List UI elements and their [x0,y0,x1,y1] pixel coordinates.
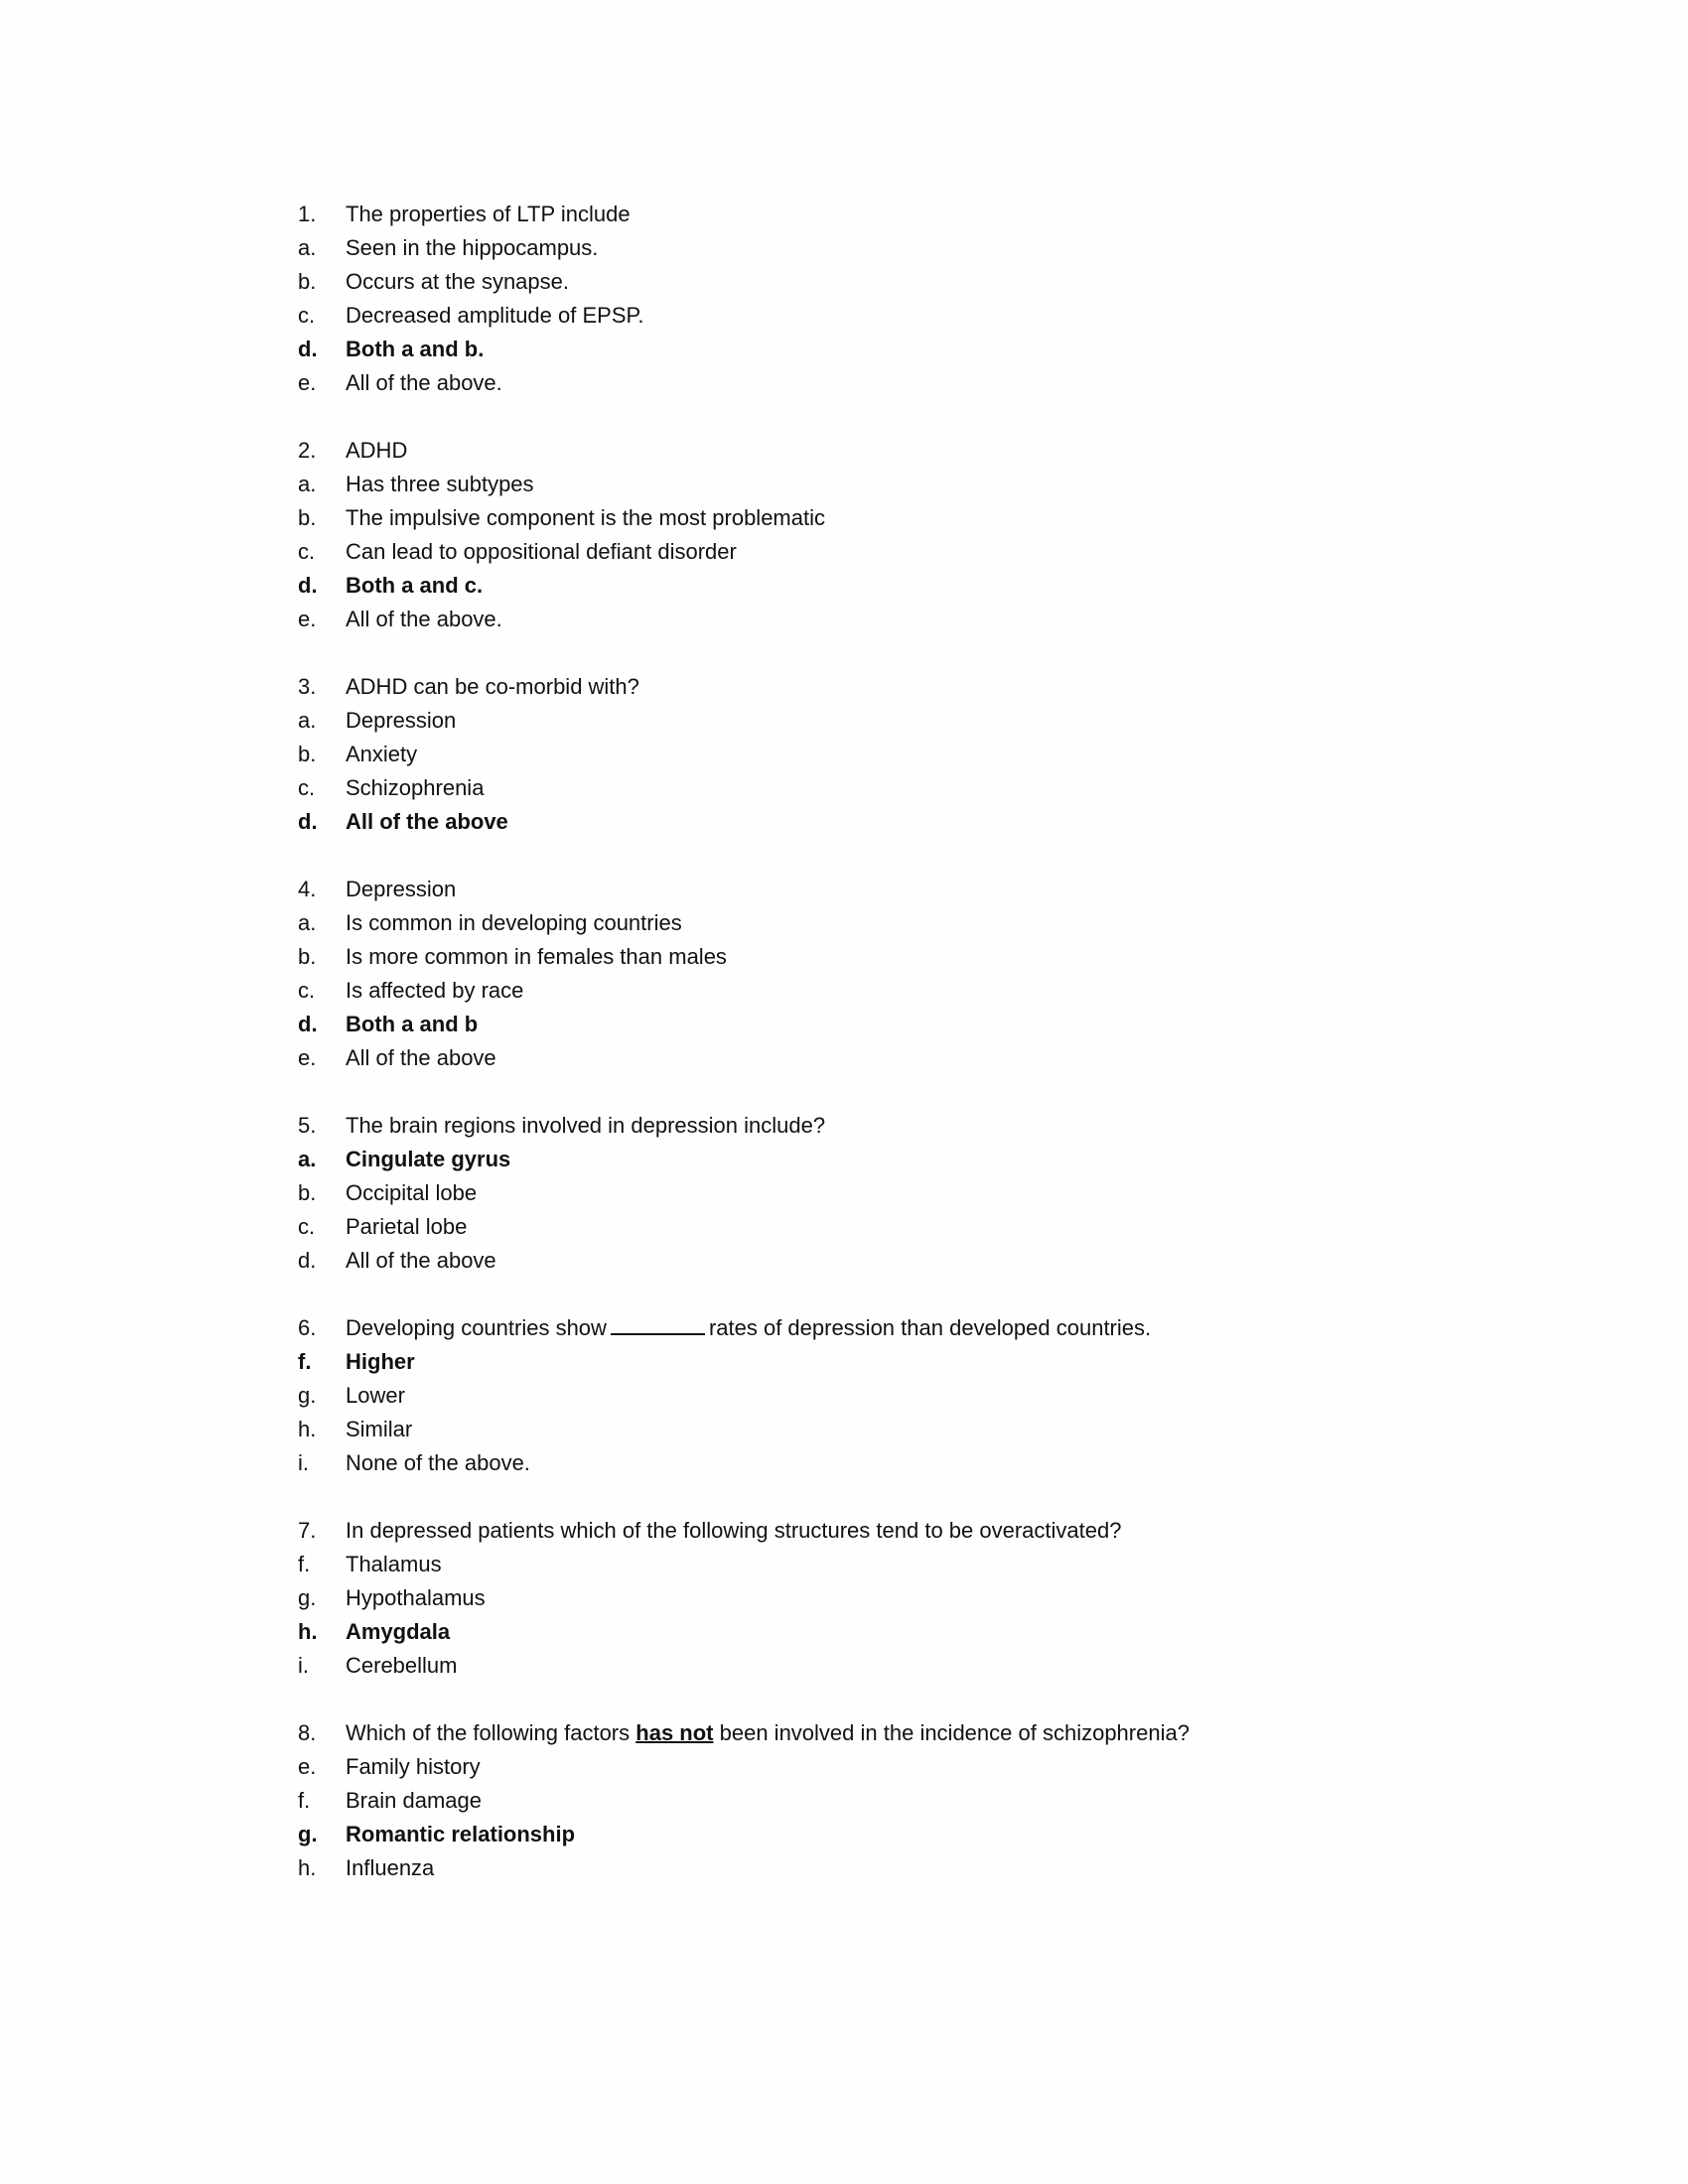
stem-emphasis: has not [635,1720,714,1745]
option-text: Similar [346,1417,413,1441]
option-i [298,1446,1440,1480]
quiz-document [298,198,1440,1919]
question-number: 4. [298,877,317,901]
option-g-correct [298,1818,1440,1851]
option-text: None of the above. [346,1450,530,1475]
option-text: All of the above [346,1248,496,1273]
option-b [298,738,1440,771]
option-g [298,1581,1440,1615]
option-text: Both a and b [346,1012,479,1036]
option-a-correct [298,1143,1440,1176]
option-text: Is more common in females than males [346,944,727,969]
question-1 [298,198,1440,400]
question-stem [298,1716,1440,1750]
option-label: a. [298,708,317,733]
option-label: f. [298,1788,311,1813]
option-label: e. [298,607,317,631]
option-text: Schizophrenia [346,775,485,800]
option-text: Thalamus [346,1552,442,1576]
option-label: d. [298,809,318,834]
option-label: i. [298,1653,309,1678]
option-e [298,366,1440,400]
option-h [298,1851,1440,1885]
option-text: Anxiety [346,742,418,766]
stem-after-emphasis: been involved in the incidence of schizophrenia? [719,1720,1190,1745]
option-label: e. [298,1045,317,1070]
question-number: 5. [298,1113,317,1138]
option-text: Has three subtypes [346,472,534,496]
question-text: ADHD [346,438,408,463]
question-6 [298,1311,1440,1480]
option-text: Amygdala [346,1619,451,1644]
question-text: Depression [346,877,457,901]
option-d-correct [298,805,1440,839]
option-g [298,1379,1440,1413]
option-label: e. [298,370,317,395]
question-stem [298,670,1440,704]
question-text: ADHD can be co-morbid with? [346,674,639,699]
option-label: c. [298,775,316,800]
option-b [298,265,1440,299]
option-label: b. [298,505,317,530]
option-label: a. [298,472,317,496]
option-text: Decreased amplitude of EPSP. [346,303,644,328]
option-text: Occipital lobe [346,1180,478,1205]
option-h [298,1413,1440,1446]
stem-before-blank: Developing countries show [346,1315,607,1340]
question-stem [298,1311,1440,1345]
option-text: All of the above [346,1045,496,1070]
option-b [298,1176,1440,1210]
question-7 [298,1514,1440,1683]
option-label: b. [298,1180,317,1205]
option-text: The impulsive component is the most problematic [346,505,825,530]
option-text: Parietal lobe [346,1214,468,1239]
question-5 [298,1109,1440,1278]
option-f [298,1548,1440,1581]
option-c [298,535,1440,569]
option-text: All of the above [346,809,508,834]
option-label: e. [298,1754,317,1779]
stem-after-blank: rates of depression than developed countries. [708,1315,1152,1340]
question-stem [298,434,1440,468]
question-number: 2. [298,438,317,463]
stem-before-emphasis: Which of the following factors [346,1720,631,1745]
option-label: h. [298,1417,317,1441]
option-label: a. [298,235,317,260]
option-label: c. [298,303,316,328]
option-text: Cerebellum [346,1653,458,1678]
question-8 [298,1716,1440,1885]
question-text: The brain regions involved in depression include? [346,1113,826,1138]
question-number: 1. [298,202,317,226]
question-stem [298,1514,1440,1548]
option-text: Lower [346,1383,405,1408]
option-e [298,603,1440,636]
question-text [346,1311,1151,1345]
option-label: d. [298,1248,317,1273]
option-label: d. [298,573,318,598]
question-number: 6. [298,1315,317,1340]
option-text: Is affected by race [346,978,524,1003]
option-text: Both a and c. [346,573,484,598]
option-label: f. [298,1552,311,1576]
option-text: Occurs at the synapse. [346,269,569,294]
option-label: c. [298,1214,316,1239]
option-label: b. [298,742,317,766]
option-d-correct [298,333,1440,366]
fill-in-blank [611,1311,705,1335]
option-d-correct [298,1008,1440,1041]
option-label: d. [298,1012,318,1036]
option-i [298,1649,1440,1683]
option-d [298,1244,1440,1278]
question-2 [298,434,1440,636]
option-label: g. [298,1585,317,1610]
option-c [298,974,1440,1008]
option-text: Brain damage [346,1788,482,1813]
option-label: a. [298,910,317,935]
option-label: h. [298,1855,317,1880]
option-label: g. [298,1383,317,1408]
option-label: c. [298,978,316,1003]
option-c [298,299,1440,333]
option-label: a. [298,1147,317,1171]
option-e [298,1750,1440,1784]
option-b [298,501,1440,535]
option-b [298,940,1440,974]
option-label: b. [298,944,317,969]
question-number: 7. [298,1518,317,1543]
option-text: Influenza [346,1855,435,1880]
question-number: 8. [298,1720,317,1745]
option-label: g. [298,1822,318,1846]
option-a [298,468,1440,501]
option-text: Higher [346,1349,415,1374]
option-text: All of the above. [346,607,502,631]
question-stem [298,198,1440,231]
option-text: Hypothalamus [346,1585,486,1610]
question-stem [298,873,1440,906]
option-text: Can lead to oppositional defiant disorder [346,539,737,564]
option-label: f. [298,1349,312,1374]
option-e [298,1041,1440,1075]
option-a [298,704,1440,738]
question-4 [298,873,1440,1075]
option-d-correct [298,569,1440,603]
option-label: d. [298,337,318,361]
option-label: h. [298,1619,318,1644]
option-a [298,906,1440,940]
option-c [298,1210,1440,1244]
question-text [346,1716,1190,1750]
option-a [298,231,1440,265]
option-text: Seen in the hippocampus. [346,235,599,260]
option-f-correct [298,1345,1440,1379]
option-text: Depression [346,708,457,733]
option-text: Cingulate gyrus [346,1147,511,1171]
option-f [298,1784,1440,1818]
option-label: i. [298,1450,309,1475]
option-text: Is common in developing countries [346,910,682,935]
option-text: Family history [346,1754,481,1779]
option-label: c. [298,539,316,564]
option-h-correct [298,1615,1440,1649]
question-text: The properties of LTP include [346,202,631,226]
option-label: b. [298,269,317,294]
question-number: 3. [298,674,317,699]
option-c [298,771,1440,805]
option-text: Both a and b. [346,337,485,361]
option-text: All of the above. [346,370,502,395]
question-3 [298,670,1440,839]
option-text: Romantic relationship [346,1822,576,1846]
question-text: In depressed patients which of the following structures tend to be overactivated? [346,1518,1122,1543]
question-stem [298,1109,1440,1143]
